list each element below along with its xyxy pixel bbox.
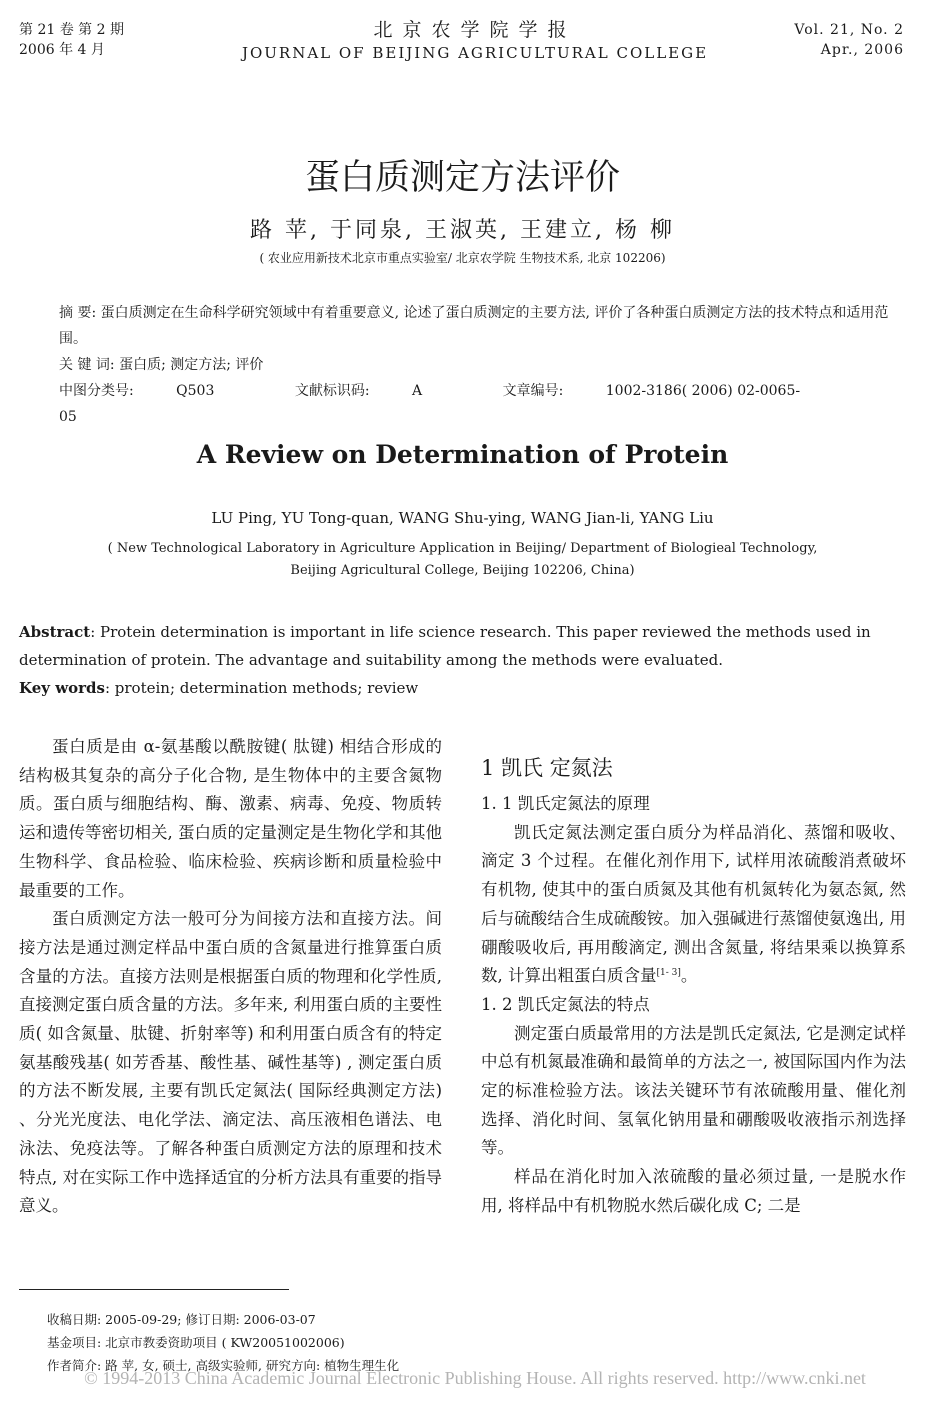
footnotes	[47, 1308, 399, 1377]
section-heading: 1 凯氏 定氮法	[481, 756, 613, 780]
keywords-en	[19, 674, 909, 702]
article-no-label: 文章编号:	[502, 383, 564, 399]
citation-ref[interactable]: [1- 3]	[656, 968, 681, 979]
paper-title-cn: 蛋白质测定方法评价	[304, 158, 620, 198]
header-volume-en: Vol. 21, No. 2	[794, 22, 904, 38]
affiliation-en-line1: ( New Technological Laboratory in Agriculture Application in Beijing/ Department of Biologieal Technology,	[107, 541, 818, 556]
doc-code-field	[295, 383, 460, 399]
abstract-cn-paragraph	[59, 300, 889, 352]
footnote-received: 收稿日期: 2005-09-29; 修订日期: 2006-03-07	[47, 1312, 316, 1327]
authors-cn: 路 苹, 于同泉, 王淑英, 王建立, 杨 柳	[250, 218, 675, 243]
keywords-cn	[59, 352, 889, 378]
doc-code-label: 文献标识码:	[294, 383, 370, 399]
clc-label: 中图分类号:	[59, 383, 134, 399]
body-paragraph: 样品在消化时加入浓硫酸的量必须过量, 一是脱水作用, 将样品中有机物脱水然后碳化成 C; 二是	[481, 1167, 906, 1215]
footnote-author: 作者简介: 路 苹, 女, 硕士, 高级实验师, 研究方向: 植物生理生化	[47, 1358, 400, 1373]
journal-name-cn: 北京农学院学报	[373, 19, 577, 41]
body-paragraph	[481, 819, 906, 991]
subsection-heading: 1. 2 凯氏定氮法的特点	[481, 994, 650, 1014]
body-paragraph: 蛋白质测定方法一般可分为间接方法和直接方法。间接方法是通过测定样品中蛋白质的含氮量进行推算蛋白质含量的方法。直接方法则是根据蛋白质的物理和化学性质, 直接测定蛋白质含量的方法。多年来, 利用蛋白质的主要性质( 如含氮量、肽键、折射率等) 和利用蛋白质含有的特定氨基酸残基( 如芳香基、酸性基、碱性基等) , 测定蛋白质的方法不断发展, 主要有凯氏定氮法( 国际经典测定方法) 、分光光度法、电化学法、滴定法、高压液相色谱法、电泳法、免疫法等。了解各种蛋白质测定方法的原理和技术特点, 对在实际工作中选择适宜的分析方法具有重要的指导意义。	[19, 909, 442, 1216]
keywords-cn-text: 蛋白质; 测定方法; 评价	[119, 357, 264, 373]
abstract-en-label: Abstract	[19, 623, 91, 641]
keywords-en-text: : protein; determination methods; review	[104, 679, 419, 697]
keywords-cn-label: 关 键 词:	[59, 357, 115, 373]
header-volume-cn: 第 21 卷 第 2 期	[19, 22, 124, 38]
abstract-cn	[59, 300, 889, 430]
affiliation-en-line2: Beijing Agricultural College, Beijing 102206, China)	[290, 563, 635, 578]
keywords-en-label: Key words	[19, 679, 105, 697]
copyright-watermark: © 1994-2013 China Academic Journal Electronic Publishing House. All rights reserved. http://www.cnki.net	[84, 1368, 866, 1388]
body-paragraph: 测定蛋白质最常用的方法是凯氏定氮法, 它是测定试样中总有机氮最准确和最简单的方法之一, 被国际国内作为法定的标准检验方法。该法关键环节有浓硫酸用量、催化剂选择、消化时间、氢氧化钠用量和硼酸吸收液指示剂选择等。	[481, 1023, 906, 1158]
clc-value: Q503	[176, 383, 215, 399]
affiliation-en	[0, 538, 925, 582]
footnote-fund: 基金项目: 北京市教委资助项目 ( KW20051002006)	[47, 1335, 345, 1350]
body-text-end: 。	[680, 966, 698, 986]
body-text: 凯氏定氮法测定蛋白质分为样品消化、蒸馏和吸收、滴定 3 个过程。在催化剂作用下, 试样用浓硫酸消煮破坏有机物, 使其中的蛋白质氮及其他有机氮转化为氨态氮, 然后与硫酸结合生成硫酸铵。加入强碱进行蒸馏使氨逸出, 用硼酸吸收后, 再用酸滴定, 测出含氮量, 将结果乘以换算系数, 计算出粗蛋白质含量	[481, 822, 906, 986]
abstract-en	[19, 618, 909, 702]
header-issue-en	[794, 20, 904, 60]
authors-en: LU Ping, YU Tong-quan, WANG Shu-ying, WANG Jian-li, YANG Liu	[211, 509, 714, 527]
clc-field	[59, 383, 252, 399]
header-date-en: Apr., 2006	[820, 42, 904, 58]
classification-row	[59, 378, 889, 430]
abstract-cn-label: 摘 要:	[59, 305, 97, 321]
header-date-cn: 2006 年 4 月	[19, 42, 105, 58]
subsection-heading: 1. 1 凯氏定氮法的原理	[481, 794, 650, 813]
abstract-cn-text: 蛋白质测定在生命科学研究领域中有着重要意义, 论述了蛋白质测定的主要方法, 评价了各种蛋白质测定方法的技术特点和适用范围。	[59, 305, 889, 347]
abstract-en-text: : Protein determination is important in life science research. This paper reviewed the methods used in determination of protein. The advantage and suitability among the methods were evaluated.	[19, 623, 871, 669]
affiliation-cn: ( 农业应用新技术北京市重点实验室/ 北京农学院 生物技术系, 北京 102206)	[259, 251, 666, 265]
body-paragraph: 蛋白质是由 α-氨基酸以酰胺键( 肽键) 相结合形成的结构极其复杂的高分子化合物, 是生物体中的主要含氮物质。蛋白质与细胞结构、酶、激素、病毒、免疫、物质转运和遗传等密切相关, 蛋白质的定量测定是生物化学和其他生物科学、食品检验、临床检验、疾病诊断和质量检验中最重要的工作。	[19, 737, 442, 900]
body-column-right	[481, 750, 906, 1221]
body-column-left	[19, 733, 442, 1221]
journal-name-en: JOURNAL OF BEIJING AGRICULTURAL COLLEGE	[241, 44, 709, 62]
paper-title-en: A Review on Determination of Protein	[196, 440, 729, 469]
article-no-value: 1002-3186( 2006) 02-0065-05	[59, 383, 801, 425]
abstract-en-paragraph	[19, 618, 909, 674]
footnote-divider	[19, 1289, 289, 1290]
doc-code-value: A	[412, 383, 423, 399]
